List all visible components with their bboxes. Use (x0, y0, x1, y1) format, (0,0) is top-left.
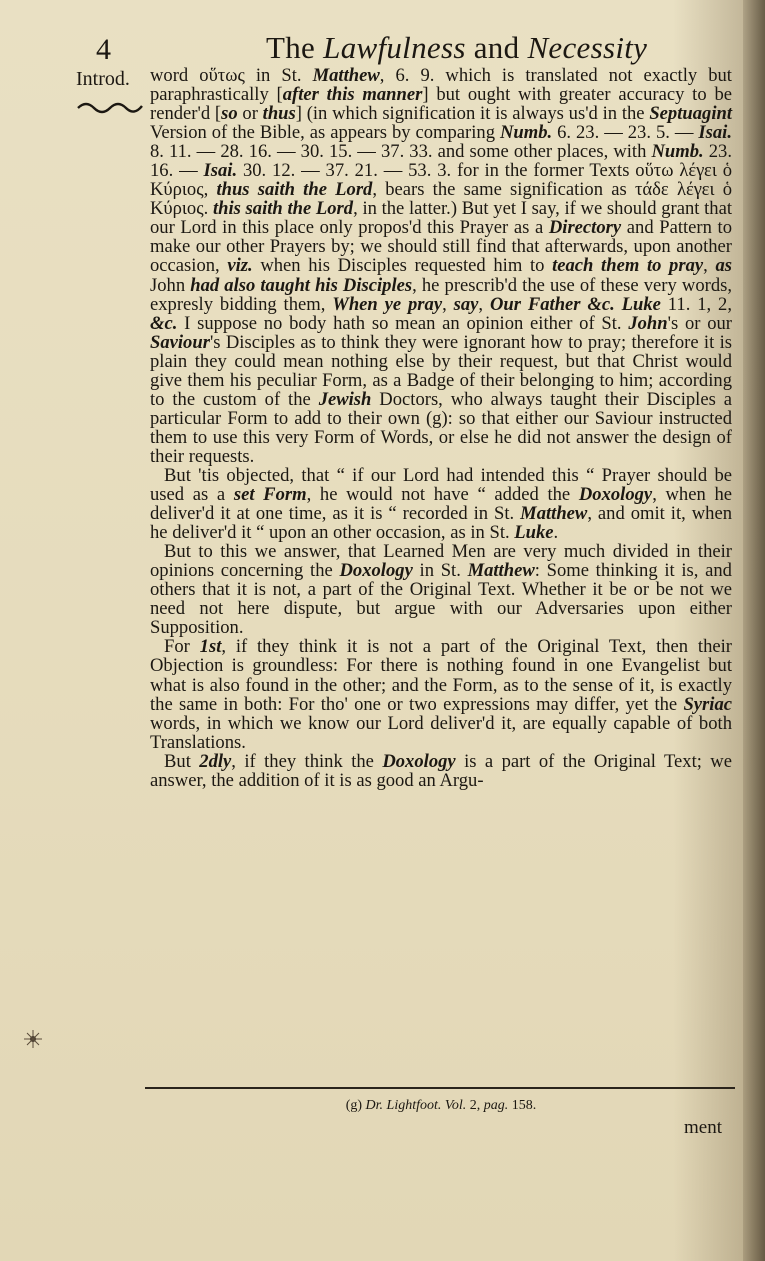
italic-text: Saviour (150, 331, 210, 353)
italic-text: Our Father &c. (489, 293, 615, 315)
text-run: 23. 16. — (150, 141, 732, 182)
body-paragraph (150, 542, 732, 637)
text-run: when his Disciples requested him to (252, 255, 553, 277)
text-run: I suppose no body hath so mean an opinion either of St. (177, 312, 629, 334)
italic-text: Syriac (683, 693, 732, 715)
italic-text: Matthew (467, 560, 535, 582)
text-run: words, in which we know our Lord deliver'd it, are equally capable of both Translations. (150, 712, 732, 753)
running-head-pre: The (266, 30, 324, 65)
catchword: ment (684, 1117, 722, 1138)
italic-text: Luke (621, 293, 661, 315)
italic-text: Septuagint (649, 103, 732, 125)
text-run: . (203, 198, 213, 220)
footnote (150, 1098, 732, 1114)
italic-text: John (628, 312, 668, 334)
text-run: , when he deliver'd it at one time, as it is “ recorded in St. (150, 484, 732, 525)
text-run: 11. 1, 2, (660, 293, 732, 315)
margin-note: Introd. (76, 68, 130, 90)
text-run: , in the latter.) But yet I say, if we should grant that our Lord in this place only propos'd this Prayer as a (150, 198, 732, 239)
italic-text: teach them to pray (552, 255, 704, 277)
italic-text: had also taught his Disciples (190, 274, 413, 296)
italic-text: Doxology (382, 750, 456, 772)
italic-text: Luke (514, 522, 554, 544)
text-run: 8. 11. — 28. 16. — 30. 15. — 37. 33. and some other places, with (150, 141, 652, 163)
text-run: τάδε λέγει ὁ Κύριος (150, 179, 732, 220)
text-run: and Pattern to make our other Prayers by; we should still find that afterwards, upon another occasion, (150, 217, 732, 277)
text-run: 6. 23. — 23. 5. — (552, 122, 699, 144)
italic-text: so (221, 103, 238, 125)
text-run: ] but ought with greater accuracy to be render'd [ (150, 84, 732, 125)
italic-text: this saith the Lord (212, 198, 354, 220)
text-run: οὕτω λέγει ὁ Κύριος (150, 160, 732, 201)
italic-text: When ye pray (332, 293, 443, 315)
text-run: : Some thinking it is, and others that it is not, a part of the Original Text. Whether it be or be not we need not here dispute, but argue with our Adversaries upon either Supposition. (150, 560, 732, 639)
footnote-vol-number: 2, (466, 1098, 484, 1113)
italic-text: as (715, 255, 733, 277)
text-run: But to this we answer, that Learned Men are very much divided in their opinions concerning the (150, 541, 732, 582)
text-run: , he would not have “ added the (306, 484, 579, 506)
text-run: . (553, 522, 559, 544)
italic-text: Numb. (499, 122, 553, 144)
italic-text: 2dly (199, 750, 232, 772)
italic-text: Isai. (203, 160, 238, 182)
text-run: , (478, 293, 490, 315)
italic-text: viz. (227, 255, 253, 277)
running-head-word-1: Lawfulness (323, 30, 466, 65)
italic-text: Numb. (651, 141, 704, 163)
footnote-vol: Vol. (444, 1098, 467, 1113)
ornament-icon (76, 98, 148, 116)
italic-text: 1st (199, 636, 222, 658)
text-run: , if they think the (231, 750, 383, 772)
ink-speck-icon (22, 1028, 44, 1050)
text-run: , 6. 9. which is translated not exactly but paraphrastically [ (150, 65, 732, 106)
text-run: 's or our (667, 312, 732, 334)
text-run: word (150, 65, 200, 86)
body-paragraph (150, 66, 732, 466)
text-run: Version of the Bible, as appears by comparing (150, 122, 500, 144)
footnote-mark: (g) (345, 1098, 363, 1113)
text-run: in St. (244, 65, 313, 86)
italic-text: Matthew (520, 503, 588, 525)
text-run: For (164, 636, 200, 658)
italic-text: Doxology (578, 484, 653, 506)
body-paragraph (150, 466, 732, 542)
text-run (615, 294, 622, 315)
body-paragraph (150, 637, 732, 751)
body-paragraph (150, 752, 732, 790)
footnote-author: Dr. Lightfoot. (362, 1098, 445, 1113)
text-run: , (203, 179, 217, 201)
text-run: , if they think it is not a part of the Original Text, then their Objection is groundless: For there is nothing found in one Evangelist but what is also found in the other; and the Form, as to the sense of it, is exactly the same in both: For tho' one or two expressions may differ, yet the (150, 636, 732, 715)
text-run: John (150, 274, 191, 296)
footnote-rule (145, 1087, 735, 1089)
running-head-word-2: Necessity (527, 30, 648, 65)
page-edge-shadow (743, 0, 765, 1261)
running-head (266, 30, 647, 66)
italic-text: set Form (233, 484, 307, 506)
text-run: , bears the same signification as (372, 179, 635, 201)
page-number: 4 (96, 33, 111, 66)
text-run: But (164, 750, 200, 772)
italic-text: Isai. (698, 122, 732, 144)
italic-text: Directory (548, 217, 622, 239)
italic-text: after this manner (282, 84, 423, 106)
italic-text: Doxology (339, 560, 413, 582)
text-run: in St. (412, 560, 468, 582)
text-run: , and omit it, when he deliver'd it “ upon an other occasion, as in St. (150, 503, 732, 544)
text-run: 's Disciples as to think they were ignorant how to pray; therefore it is plain they could mean nothing else by their request, but that Christ would give them his peculiar Form, as a Badge of their belonging to him; according to the custom of the (150, 331, 732, 410)
text-run: , he prescrib'd the use of these very words, expresly bidding them, (150, 274, 732, 315)
italic-text: say (453, 293, 479, 315)
text-run: , (703, 255, 716, 277)
text-run: But 'tis objected, that “ if our Lord had intended this “ Prayer should be used as a (150, 464, 732, 506)
running-head-mid: and (465, 30, 528, 65)
text-run: or (237, 103, 263, 125)
italic-text: thus saith the Lord (216, 179, 373, 201)
italic-text: Matthew (312, 65, 380, 86)
footnote-pag: pag. (483, 1098, 509, 1113)
text-run: οὕτως (199, 65, 245, 86)
text-run: Doctors, who always taught their Disciples a particular Form to add to their own (g): so that either our Saviour instructed them to use this very Form of Words, or else he did not answer the design of their requests. (150, 388, 732, 467)
italic-text: Jewish (318, 388, 372, 410)
body-text (150, 66, 732, 790)
text-run: ] (in which signification it is always us'd in the (295, 103, 650, 125)
text-run: 30. 12. — 37. 21. — 53. 3. for in the former Texts (237, 160, 636, 182)
text-run: is a part of the Original Text; we answer, the addition of it is as good an Argu- (150, 750, 732, 791)
italic-text: &c. (150, 312, 178, 334)
text-run: , (442, 293, 454, 315)
footnote-page-number: 158. (508, 1098, 537, 1113)
italic-text: thus (262, 103, 296, 125)
